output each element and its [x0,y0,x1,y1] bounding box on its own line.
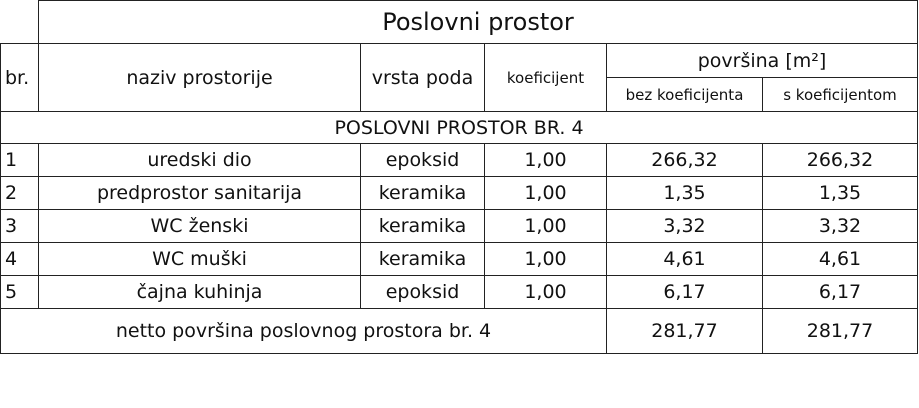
row-koeficijent: 1,00 [485,243,607,276]
row-br: 1 [1,144,39,177]
total-bez: 281,77 [607,309,763,354]
row-naziv: čajna kuhinja [39,276,361,309]
row-s: 1,35 [763,177,918,210]
row-br: 3 [1,210,39,243]
section-header: POSLOVNI PROSTOR BR. 4 [1,112,918,144]
table-row [1,210,918,243]
row-bez: 1,35 [607,177,763,210]
table-row [1,144,918,177]
row-vrsta: keramika [361,210,485,243]
row-s: 3,32 [763,210,918,243]
row-naziv: WC muški [39,243,361,276]
header-koeficijent: koeficijent [485,44,607,112]
header-povrsina: površina [m²] [607,44,918,78]
table-row [1,243,918,276]
header-bez-koeficijenta: bez koeficijenta [607,78,763,112]
row-koeficijent: 1,00 [485,210,607,243]
table-title: Poslovni prostor [39,1,918,44]
row-naziv: predprostor sanitarija [39,177,361,210]
row-koeficijent: 1,00 [485,144,607,177]
row-br: 2 [1,177,39,210]
header-vrsta-poda: vrsta poda [361,44,485,112]
row-vrsta: epoksid [361,276,485,309]
total-s: 281,77 [763,309,918,354]
row-vrsta: epoksid [361,144,485,177]
corner-blank [1,1,39,44]
header-naziv: naziv prostorije [39,44,361,112]
table-row [1,177,918,210]
row-vrsta: keramika [361,243,485,276]
row-koeficijent: 1,00 [485,177,607,210]
row-vrsta: keramika [361,177,485,210]
row-s: 4,61 [763,243,918,276]
row-naziv: WC ženski [39,210,361,243]
row-bez: 4,61 [607,243,763,276]
row-bez: 266,32 [607,144,763,177]
row-koeficijent: 1,00 [485,276,607,309]
row-br: 5 [1,276,39,309]
total-row [1,309,918,354]
row-br: 4 [1,243,39,276]
row-naziv: uredski dio [39,144,361,177]
total-label: netto površina poslovnog prostora br. 4 [1,309,607,354]
row-s: 6,17 [763,276,918,309]
row-s: 266,32 [763,144,918,177]
row-bez: 3,32 [607,210,763,243]
header-br: br. [1,44,39,112]
row-bez: 6,17 [607,276,763,309]
table-row [1,276,918,309]
header-s-koeficijentom: s koeficijentom [763,78,918,112]
